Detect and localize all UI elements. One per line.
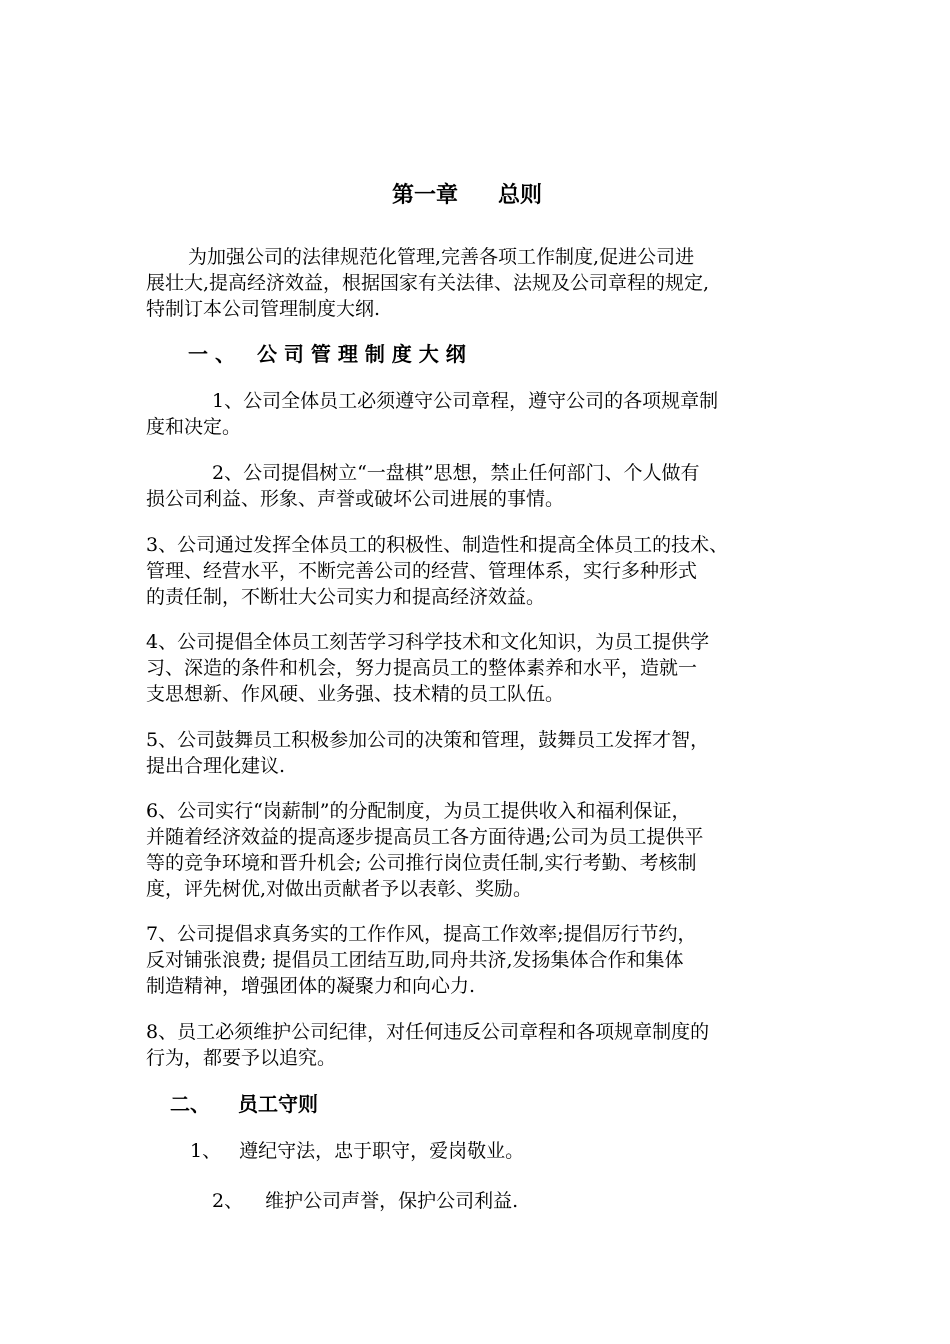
list-item-line: 6、公司实行“岗薪制”的分配制度，为员工提供收入和福利保证， <box>146 800 691 822</box>
list-item-line: 反对铺张浪费; 提倡员工团结互助,同舟共济,发扬集体合作和集体 <box>146 949 684 971</box>
list-item-line: 4、公司提倡全体员工刻苦学习科学技术和文化知识，为员工提供学 <box>146 631 710 653</box>
list-item-line: 并随着经济效益的提高逐步提高员工各方面待遇;公司为员工提供平 <box>146 826 704 848</box>
rule-text: 遵纪守法，忠于职守，爱岗敬业。 <box>239 1140 525 1162</box>
list-item-line: 的责任制，不断壮大公司实力和提高经济效益。 <box>146 586 546 608</box>
chapter-name: 总则 <box>498 183 543 208</box>
section-heading-2 <box>170 1092 318 1116</box>
list-item-line: 度和决定。 <box>146 416 242 438</box>
list-item-line: 习、深造的条件和机会，努力提高员工的整体素养和水平，造就一 <box>146 657 698 679</box>
chapter-heading <box>392 184 542 208</box>
list-item-line: 5、公司鼓舞员工积极参加公司的决策和管理，鼓舞员工发挥才智， <box>146 729 710 751</box>
list-item-line: 2、公司提倡树立“一盘棋”思想，禁止任何部门、个人做有 <box>212 462 700 484</box>
list-item-line: 7、公司提倡求真务实的工作作风，提高工作效率;提倡厉行节约， <box>146 923 697 945</box>
list-item-line: 提出合理化建议. <box>146 755 286 777</box>
list-item-line: 3、公司通过发挥全体员工的积极性、制造性和提高全体员工的技术、 <box>146 534 729 556</box>
rule-number: 2、 <box>212 1190 244 1212</box>
section-heading-1 <box>188 342 466 366</box>
rule-text: 维护公司声誉，保护公司利益. <box>265 1190 519 1212</box>
list-item-line: 管理、经营水平，不断完善公司的经营、管理体系，实行多种形式 <box>146 560 698 582</box>
chapter-number: 第一章 <box>392 183 459 208</box>
intro-line: 特制订本公司管理制度大纲. <box>146 298 381 320</box>
section-title: 公 司 管 理 制 度 大 纲 <box>256 342 466 366</box>
list-item-line: 制造精神，增强团体的凝聚力和向心力. <box>146 975 476 997</box>
intro-line: 展壮大,提高经济效益，根据国家有关法律、法规及公司章程的规定, <box>146 272 710 294</box>
list-item-line: 支思想新、作风硬、业务强、技术精的员工队伍。 <box>146 683 565 705</box>
list-item-line: 损公司利益、形象、声誉或破坏公司进展的事情。 <box>146 488 565 510</box>
list-item-line: 度，评先树优,对做出贡献者予以表彰、奖励。 <box>146 878 533 900</box>
intro-line: 为加强公司的法律规范化管理,完善各项工作制度,促进公司进 <box>188 246 695 268</box>
rule-number: 1、 <box>190 1140 222 1162</box>
list-item-line: 8、员工必须维护公司纪律，对任何违反公司章程和各项规章制度的 <box>146 1021 710 1043</box>
list-item-line: 1、公司全体员工必须遵守公司章程，遵守公司的各项规章制 <box>212 390 719 412</box>
section-number: 一 、 <box>188 342 235 366</box>
section-number: 二、 <box>170 1092 210 1116</box>
section-title: 员工守则 <box>238 1092 318 1116</box>
item-2-2 <box>212 1189 518 1213</box>
list-item-line: 行为，都要予以追究。 <box>146 1047 337 1069</box>
item-2-1 <box>190 1139 524 1163</box>
list-item-line: 等的竞争环境和晋升机会; 公司推行岗位责任制,实行考勤、考核制 <box>146 852 697 874</box>
